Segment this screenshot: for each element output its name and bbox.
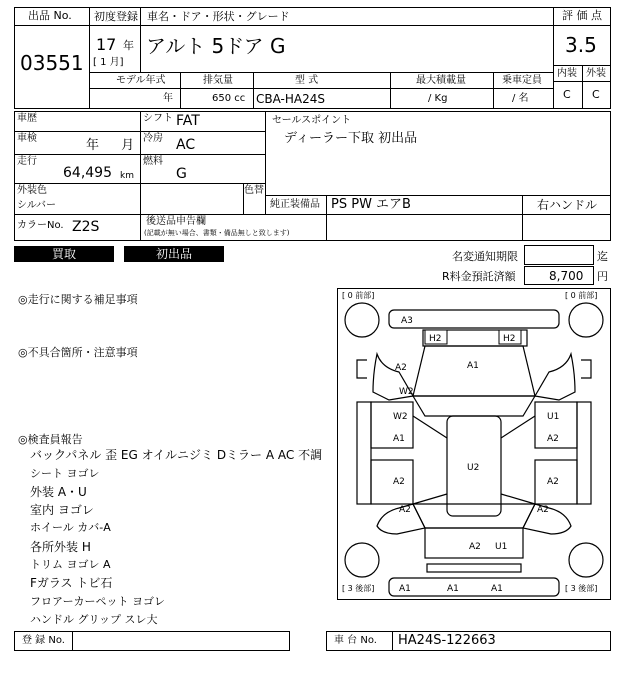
model-code-label: 型 式 xyxy=(295,75,319,86)
year-unit: 年 xyxy=(123,39,134,52)
corner-label-tl: [ 0 前部] xyxy=(342,291,375,300)
capacity-label: 乗車定員 xyxy=(502,75,542,86)
genuine-label: 純正装備品 xyxy=(270,199,320,210)
lot-number: 03551 xyxy=(20,51,84,75)
inspector-line: シート ヨゴレ xyxy=(30,467,100,480)
door-rear-left xyxy=(371,460,413,504)
year-value: 17 xyxy=(96,35,117,54)
mark-u1-trunk: U1 xyxy=(495,542,508,552)
displacement-label: 排気量 xyxy=(203,75,233,86)
mark-a2-trunk: A2 xyxy=(469,542,481,552)
inspector-line: 外装 A・U xyxy=(30,485,87,499)
wheel-front-left xyxy=(345,303,379,337)
history-label: 車歴 xyxy=(17,113,37,124)
door-front-left xyxy=(371,402,413,448)
after-report-label: 後送品申告欄 xyxy=(146,216,206,227)
inspector-title: ◎検査員報告 xyxy=(18,433,83,446)
corner-label-tr: [ 0 前部] xyxy=(565,291,598,300)
mark-h2-left: H2 xyxy=(429,334,442,344)
mark-u1-right: U1 xyxy=(547,412,560,422)
front-bumper xyxy=(389,310,559,328)
genuine-value: PS PW エアB xyxy=(331,197,411,212)
chassis-label: 車 台 No. xyxy=(334,635,377,646)
wheel-front-right xyxy=(569,303,603,337)
ac-value: AC xyxy=(176,137,196,153)
mark-a1-bumper-c: A1 xyxy=(447,584,459,594)
score-value: 3.5 xyxy=(565,33,597,57)
mileage-label: 走行 xyxy=(17,156,37,167)
mark-w2-left: W2 xyxy=(393,412,408,422)
mark-a2-left-rear: A2 xyxy=(393,477,405,487)
mark-a2-right-door: A2 xyxy=(547,434,559,444)
defects-title: ◎不具合箇所・注意事項 xyxy=(18,346,138,359)
max-load-label: 最大積載量 xyxy=(416,75,466,86)
first-reg-label: 初度登録 xyxy=(94,10,138,23)
inspector-line: トリム ヨゴレ A xyxy=(30,558,111,571)
capacity-value: / 名 xyxy=(512,93,529,104)
color-no-label: カラーNo. xyxy=(17,220,64,231)
after-report-note: (記載が無い場合、書類・備品無しと致します) xyxy=(144,229,290,237)
inspector-line: バックパネル 歪 EG オイルニジミ Dミラー A AC 不調 xyxy=(30,448,323,462)
lot-label: 出品 No. xyxy=(28,9,72,22)
corner-label-br: [ 3 後部] xyxy=(565,584,598,593)
car-diagram xyxy=(337,288,611,600)
mileage-unit: km xyxy=(120,171,134,181)
model-year-label: モデル年式 xyxy=(116,75,166,86)
mark-a3-top: A3 xyxy=(401,316,413,326)
chassis-value: HA24S-122663 xyxy=(398,633,496,648)
name-change-label: 名変通知期限 xyxy=(452,250,518,263)
inspection-value: 年 月 xyxy=(86,138,135,153)
model-year-value: 年 xyxy=(163,93,173,104)
buy-button[interactable]: 買取 xyxy=(14,246,114,262)
interior-label: 内装 xyxy=(557,68,577,79)
mileage-value: 64,495 xyxy=(63,165,112,181)
mark-h2-right: H2 xyxy=(503,334,516,344)
wheel-rear-right xyxy=(569,543,603,577)
exterior-value: C xyxy=(592,88,600,101)
mark-a1-bumper-l: A1 xyxy=(399,584,411,594)
color-no-value: Z2S xyxy=(72,219,100,235)
sales-point-label: セールスポイント xyxy=(272,115,352,126)
inspection-label: 車検 xyxy=(17,133,37,144)
recycle-label: R料金預託済額 xyxy=(442,270,516,283)
driving-notes-title: ◎走行に関する補足事項 xyxy=(18,293,138,306)
mark-w2-fender: W2 xyxy=(399,387,414,397)
shift-value: FAT xyxy=(176,113,200,129)
wheel-rear-left xyxy=(345,543,379,577)
ext-color-value: シルバー xyxy=(17,200,57,211)
reg-no-label: 登 録 No. xyxy=(22,635,65,646)
mark-a2-left-qtr: A2 xyxy=(399,505,411,515)
name-value: アルト 5ドア G xyxy=(146,34,286,58)
exterior-label: 外装 xyxy=(586,68,606,79)
mark-a2-left-front: A2 xyxy=(395,363,407,373)
ac-label: 冷房 xyxy=(143,133,163,144)
recycle-value: 8,700 xyxy=(549,269,584,283)
name-change-unit: 迄 xyxy=(597,250,608,263)
mark-a1-bumper-r: A1 xyxy=(491,584,503,594)
shift-label: シフト xyxy=(143,113,173,124)
name-change-box xyxy=(524,245,594,265)
inspector-line: 室内 ヨゴレ xyxy=(30,503,94,517)
inspector-line: 各所外装 H xyxy=(30,540,91,554)
recycle-unit: 円 xyxy=(597,270,608,283)
mark-a2-right-rear: A2 xyxy=(547,477,559,487)
inspector-line: Fガラス トビ石 xyxy=(30,576,113,590)
month-value: [ 1 月] xyxy=(93,57,124,68)
name-label: 車名・ドア・形状・グレード xyxy=(147,10,290,23)
mark-a1-left-door: A1 xyxy=(393,434,405,444)
sales-point-value: ディーラー下取 初出品 xyxy=(284,131,418,146)
fuel-value: G xyxy=(176,166,187,182)
inspector-line: ホイール カバ-A xyxy=(30,521,111,534)
rear-bumper xyxy=(389,578,559,596)
ext-color-label: 外装色 xyxy=(17,185,47,196)
interior-value: C xyxy=(563,88,571,101)
inspector-line: ハンドル グリップ スレ大 xyxy=(30,613,158,626)
mark-a2-right-qtr: A2 xyxy=(537,505,549,515)
color-change-label: 色替 xyxy=(244,185,264,196)
fuel-label: 燃料 xyxy=(143,156,163,167)
inspector-line: フロアーカーペット ヨゴレ xyxy=(30,595,165,608)
mark-a1-hood: A1 xyxy=(467,361,479,371)
steering-value: 右ハンドル xyxy=(537,198,598,212)
mark-u2-roof: U2 xyxy=(467,463,480,473)
hood xyxy=(413,346,535,396)
max-load-value: / Kg xyxy=(428,93,448,104)
first-listing-button[interactable]: 初出品 xyxy=(124,246,224,262)
displacement-value: 650 cc xyxy=(212,93,246,104)
score-label: 評 価 点 xyxy=(562,9,602,22)
corner-label-bl: [ 3 後部] xyxy=(342,584,375,593)
model-code-value: CBA-HA24S xyxy=(256,92,326,106)
